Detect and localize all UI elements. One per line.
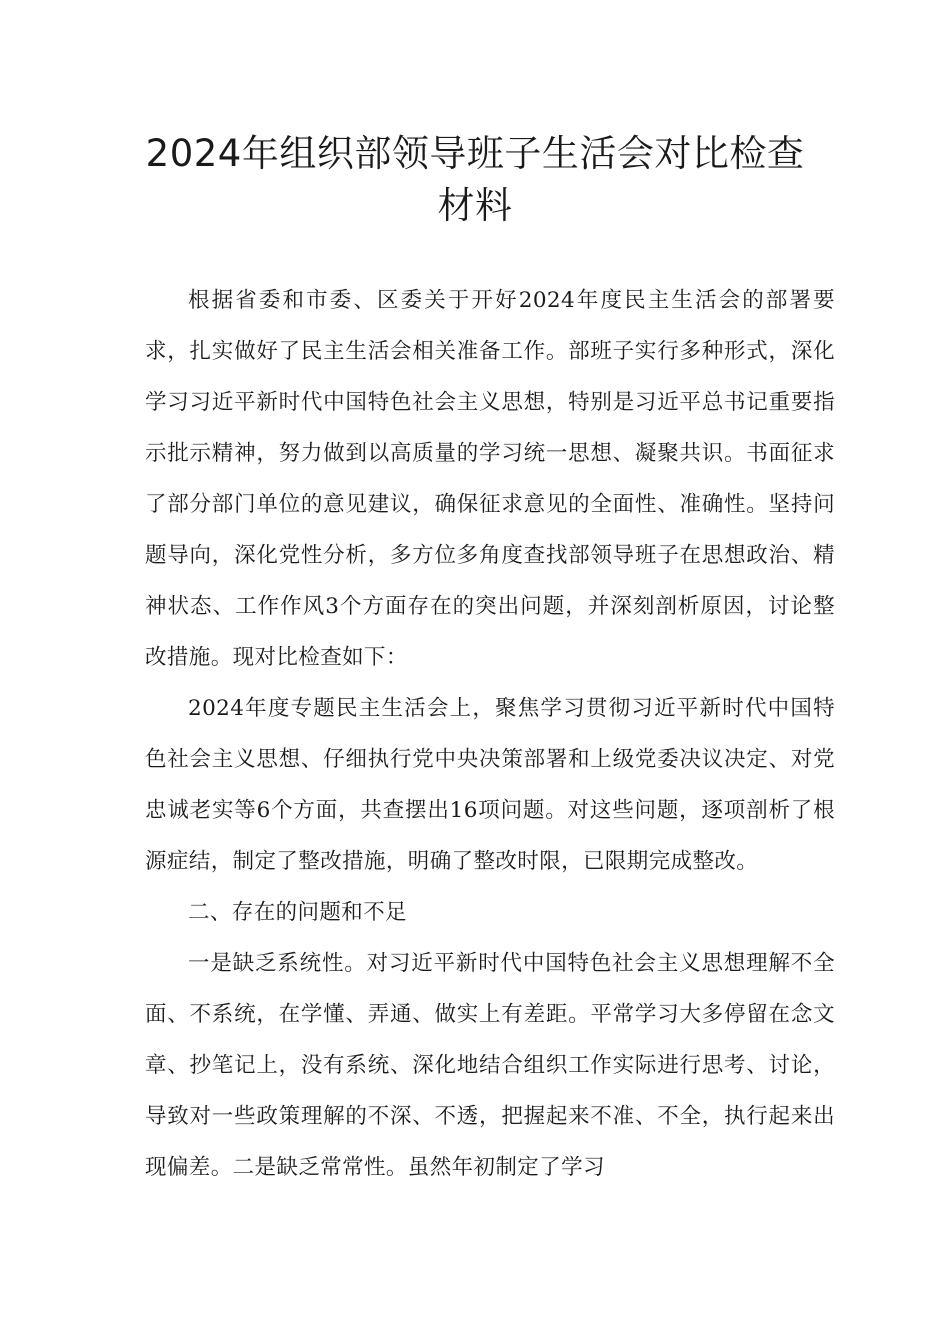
document-body xyxy=(145,275,835,1193)
section-heading-problems: 二、存在的问题和不足 xyxy=(188,900,408,925)
paragraph-problems: 一是缺乏系统性。对习近平新时代中国特色社会主义思想理解不全面、不系统，在学懂、弄通、做实上有差距。平常学习大多停留在念文章、抄笔记上，没有系统、深化地结合组织工作实际进行思考、讨论，导致对一些政策理解的不深、不透，把握起来不准、不全，执行起来出现偏差。二是缺乏常常性。虽然年初制定了学习 xyxy=(145,951,835,1180)
paragraph-previous-meeting: 2024年度专题民主生活会上，聚焦学习贯彻习近平新时代中国特色社会主义思想、仔细执行党中央决策部署和上级党委决议决定、对党忠诚老实等6个方面，共查摆出16项问题。对这些问题，逐项剖析了根源症结，制定了整改措施，明确了整改时限，已限期完成整改。 xyxy=(145,696,835,874)
document-title-line-1: 2024年组织部领导班子生活会对比检查 xyxy=(145,132,805,175)
paragraph-intro: 根据省委和市委、区委关于开好2024年度民主生活会的部署要求，扎实做好了民主生活会相关准备工作。部班子实行多种形式，深化学习习近平新时代中国特色社会主义思想，特别是习近平总书记重要指示批示精神，努力做到以高质量的学习统一思想、凝聚共识。书面征求了部分部门单位的意见建议，确保征求意见的全面性、准确性。坚持问题导向，深化党性分析，多方位多角度查找部领导班子在思想政治、精神状态、工作作风3个方面存在的突出问题，并深刻剖析原因，讨论整改措施。现对比检查如下： xyxy=(145,288,835,670)
document-title-line-2: 材料 xyxy=(437,184,513,227)
